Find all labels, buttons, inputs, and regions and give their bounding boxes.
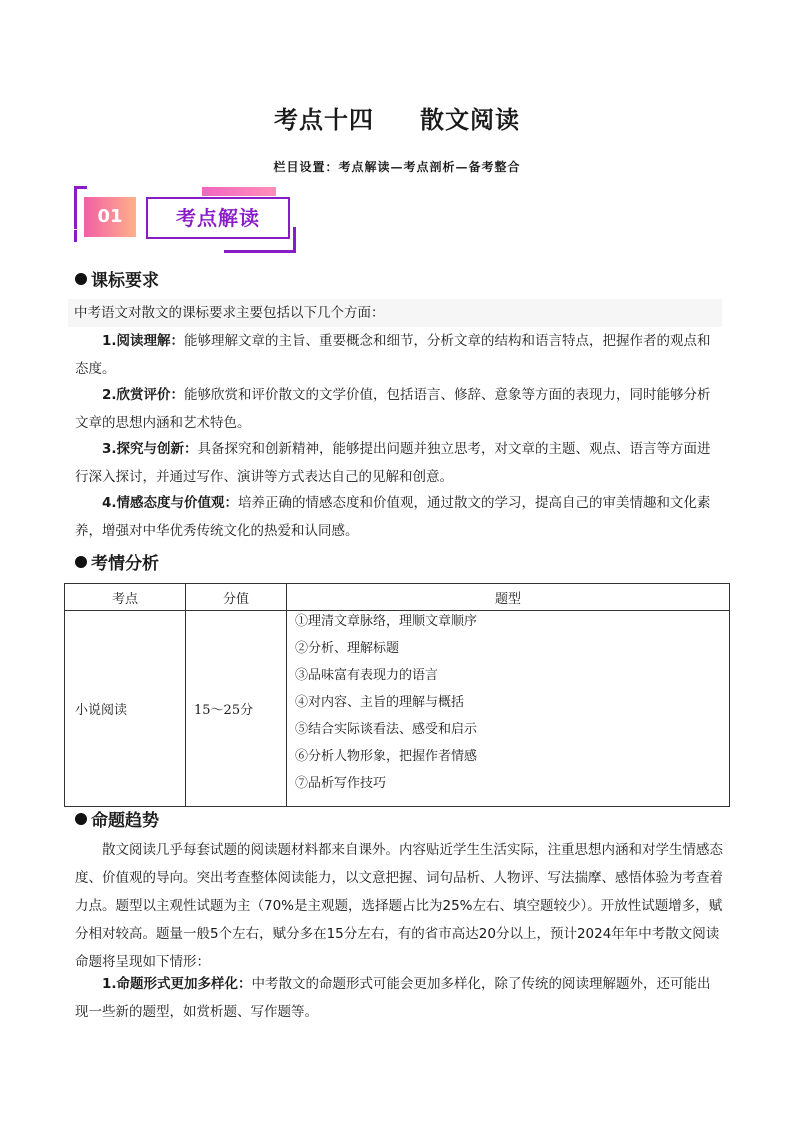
table-header-row bbox=[65, 584, 730, 611]
section-heading-analysis bbox=[75, 549, 159, 574]
table-row bbox=[65, 611, 730, 807]
badge-decoration bbox=[202, 187, 276, 196]
bullet-icon bbox=[75, 813, 87, 825]
trend-item-1 bbox=[75, 970, 723, 1026]
bullet-icon bbox=[75, 556, 87, 568]
requirements-intro: 中考语文对散文的课标要求主要包括以下几个方面： bbox=[68, 299, 722, 327]
list-item: ⑦品析写作技巧 bbox=[295, 776, 387, 791]
list-item: ⑥分析人物形象，把握作者情感 bbox=[295, 749, 478, 764]
bullet-icon bbox=[75, 273, 87, 285]
item-lead: 1.阅读理解： bbox=[102, 333, 185, 349]
page-title bbox=[0, 100, 794, 135]
badge-decoration bbox=[74, 230, 77, 242]
table-header-cell: 题型 bbox=[287, 584, 730, 611]
analysis-table bbox=[64, 583, 730, 807]
list-item: ③品味富有表现力的语言 bbox=[295, 668, 439, 683]
item-text: 中考散文的命题形式可能会更加多样化，除了传统的阅读理解题外，还可能出现一些新的题型，如赏析题、写作题等。 bbox=[75, 976, 711, 1020]
list-item: ②分析、理解标题 bbox=[295, 641, 400, 656]
section-heading-text: 课标要求 bbox=[91, 271, 159, 291]
title-part-a: 考点十四 bbox=[274, 106, 374, 134]
item-text: 培养正确的情感态度和价值观，通过散文的学习，提高自己的审美情趣和文化素养，增强对中华优秀传统文化的热爱和认同感。 bbox=[75, 495, 711, 539]
badge-number: 01 bbox=[84, 197, 136, 237]
trend-paragraph: 散文阅读几乎每套试题的阅读题材料都来自课外。内容贴近学生生活实际，注重思想内涵和对学生情感态度、价值观的导向。突出考查整体阅读能力，以文意把握、词句品析、人物评、写法揣摩、感悟体验为考查着力点。题型以主观性试题为主（70%是主观题，选择题占比为25%左右、填空题较少）。开放性试题增多，赋分相对较高。题量一般5个左右，赋分多在15分左右，有的省市高达20分以上，预计2024年年中考散文阅读命题将呈现如下情形： bbox=[75, 842, 723, 970]
item-lead: 2.欣赏评价： bbox=[102, 387, 185, 403]
section-heading-trend bbox=[75, 806, 159, 831]
section-heading-text: 命题趋势 bbox=[91, 811, 159, 831]
table-cell-point: 小说阅读 bbox=[65, 611, 186, 807]
item-lead: 1.命题形式更加多样化： bbox=[102, 976, 252, 992]
requirement-item-4 bbox=[75, 489, 723, 545]
requirement-item-3 bbox=[75, 435, 723, 491]
item-text: 能够欣赏和评价散文的文学价值，包括语言、修辞、意象等方面的表现力，同时能够分析文章的思想内涵和艺术特色。 bbox=[75, 387, 711, 431]
list-item: ⑤结合实际谈看法、感受和启示 bbox=[295, 722, 478, 737]
section-badge bbox=[74, 186, 300, 256]
list-item: ①理清文章脉络，理顺文章顺序 bbox=[295, 614, 478, 629]
section-heading-text: 考情分析 bbox=[91, 554, 159, 574]
table-cell-types bbox=[287, 611, 730, 807]
table-header-cell: 考点 bbox=[65, 584, 186, 611]
section-heading-requirements bbox=[75, 266, 159, 291]
table-cell-score: 15～25分 bbox=[186, 611, 287, 807]
requirement-item-2 bbox=[75, 381, 723, 437]
badge-decoration bbox=[224, 250, 296, 253]
table-header-cell: 分值 bbox=[186, 584, 287, 611]
item-text: 具备探究和创新精神，能够提出问题并独立思考，对文章的主题、观点、语言等方面进行深入探讨，并通过写作、演讲等方式表达自己的见解和创意。 bbox=[75, 441, 711, 485]
list-item: ④对内容、主旨的理解与概括 bbox=[295, 695, 465, 710]
page-subtitle: 栏目设置：考点解读—考点剖析—备考整合 bbox=[273, 160, 521, 174]
item-text: 能够理解文章的主旨、重要概念和细节，分析文章的结构和语言特点，把握作者的观点和态度。 bbox=[75, 333, 711, 377]
item-lead: 4.情感态度与价值观： bbox=[102, 495, 239, 511]
item-lead: 3.探究与创新： bbox=[102, 441, 198, 457]
badge-label: 考点解读 bbox=[146, 197, 290, 239]
requirement-item-1 bbox=[75, 327, 723, 383]
title-part-b: 散文阅读 bbox=[420, 106, 520, 134]
